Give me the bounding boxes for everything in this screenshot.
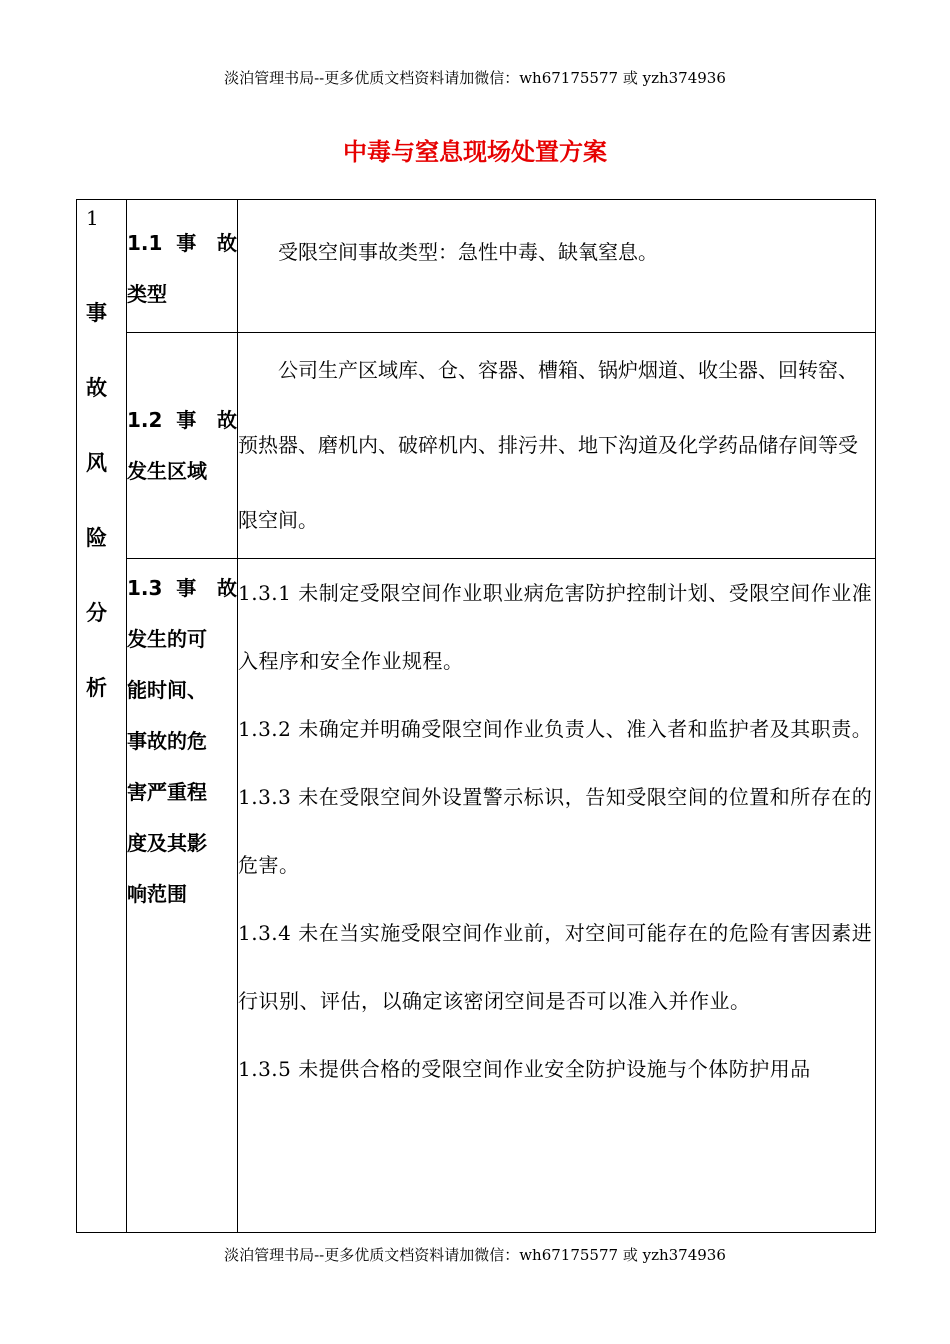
document-title: 中毒与窒息现场处置方案 — [343, 138, 607, 166]
content-paragraph: 1.3.2 未确定并明确受限空间作业负责人、准入者和监护者及其职责。 — [238, 717, 873, 741]
content-paragraph: 1.3.5 未提供合格的受限空间作业安全防护设施与个体防护用品 — [238, 1057, 811, 1081]
row-content-accident-area — [238, 333, 876, 559]
row-content-accident-type — [238, 200, 876, 333]
section-char: 事 — [86, 301, 107, 325]
row-label-line: 事故的危 — [127, 729, 207, 753]
row-label-line: 度及其影 — [127, 831, 207, 855]
plan-table — [76, 199, 876, 1233]
section-char: 故 — [86, 376, 107, 400]
page-footer-note: 淡泊管理书局--更多优质文档资料请加微信：wh67175577 或 yzh374936 — [224, 1246, 726, 1264]
table-row — [77, 559, 876, 1233]
row-label-accident-area — [127, 333, 238, 559]
content-paragraph: 1.3.1 未制定受限空间作业职业病危害防护控制计划、受限空间作业准入程序和安全作业规程。 — [238, 581, 873, 673]
section-char: 风 — [86, 451, 107, 475]
page-header-note: 淡泊管理书局--更多优质文档资料请加微信：wh67175577 或 yzh374936 — [224, 69, 726, 87]
row-label-line: 类型 — [127, 282, 167, 306]
row-label-accident-type — [127, 200, 238, 333]
table-row — [77, 333, 876, 559]
section-cell — [77, 200, 127, 1233]
row-label-line: 发生区域 — [127, 458, 207, 483]
section-number: 1 — [86, 206, 99, 230]
row-label-line: 1.1 事 故 — [127, 231, 237, 255]
content-paragraph: 公司生产区域库、仓、容器、槽箱、锅炉烟道、收尘器、回转窑、预热器、磨机内、破碎机内、排污井、地下沟道及化学药品储存间等受限空间。 — [238, 358, 858, 532]
row-label-line: 能时间、 — [127, 678, 207, 702]
content-paragraph: 受限空间事故类型：急性中毒、缺氧窒息。 — [278, 240, 658, 264]
row-label-line: 1.2 事 故 — [127, 407, 237, 432]
section-char: 析 — [86, 676, 107, 700]
content-paragraph: 1.3.3 未在受限空间外设置警示标识，告知受限空间的位置和所存在的危害。 — [238, 785, 873, 877]
content-paragraph: 1.3.4 未在当实施受限空间作业前，对空间可能存在的危险有害因素进行识别、评估，以确定该密闭空间是否可以准入并作业。 — [238, 921, 873, 1013]
row-label-accident-impact — [127, 559, 238, 1233]
row-label-line: 发生的可 — [127, 627, 207, 651]
row-label-line: 1.3 事 故 — [127, 576, 237, 600]
table-row — [77, 200, 876, 333]
row-label-line: 响范围 — [127, 882, 187, 906]
row-content-accident-impact — [238, 559, 876, 1233]
section-char: 险 — [86, 526, 107, 550]
section-char: 分 — [86, 601, 107, 625]
row-label-line: 害严重程 — [127, 780, 207, 804]
